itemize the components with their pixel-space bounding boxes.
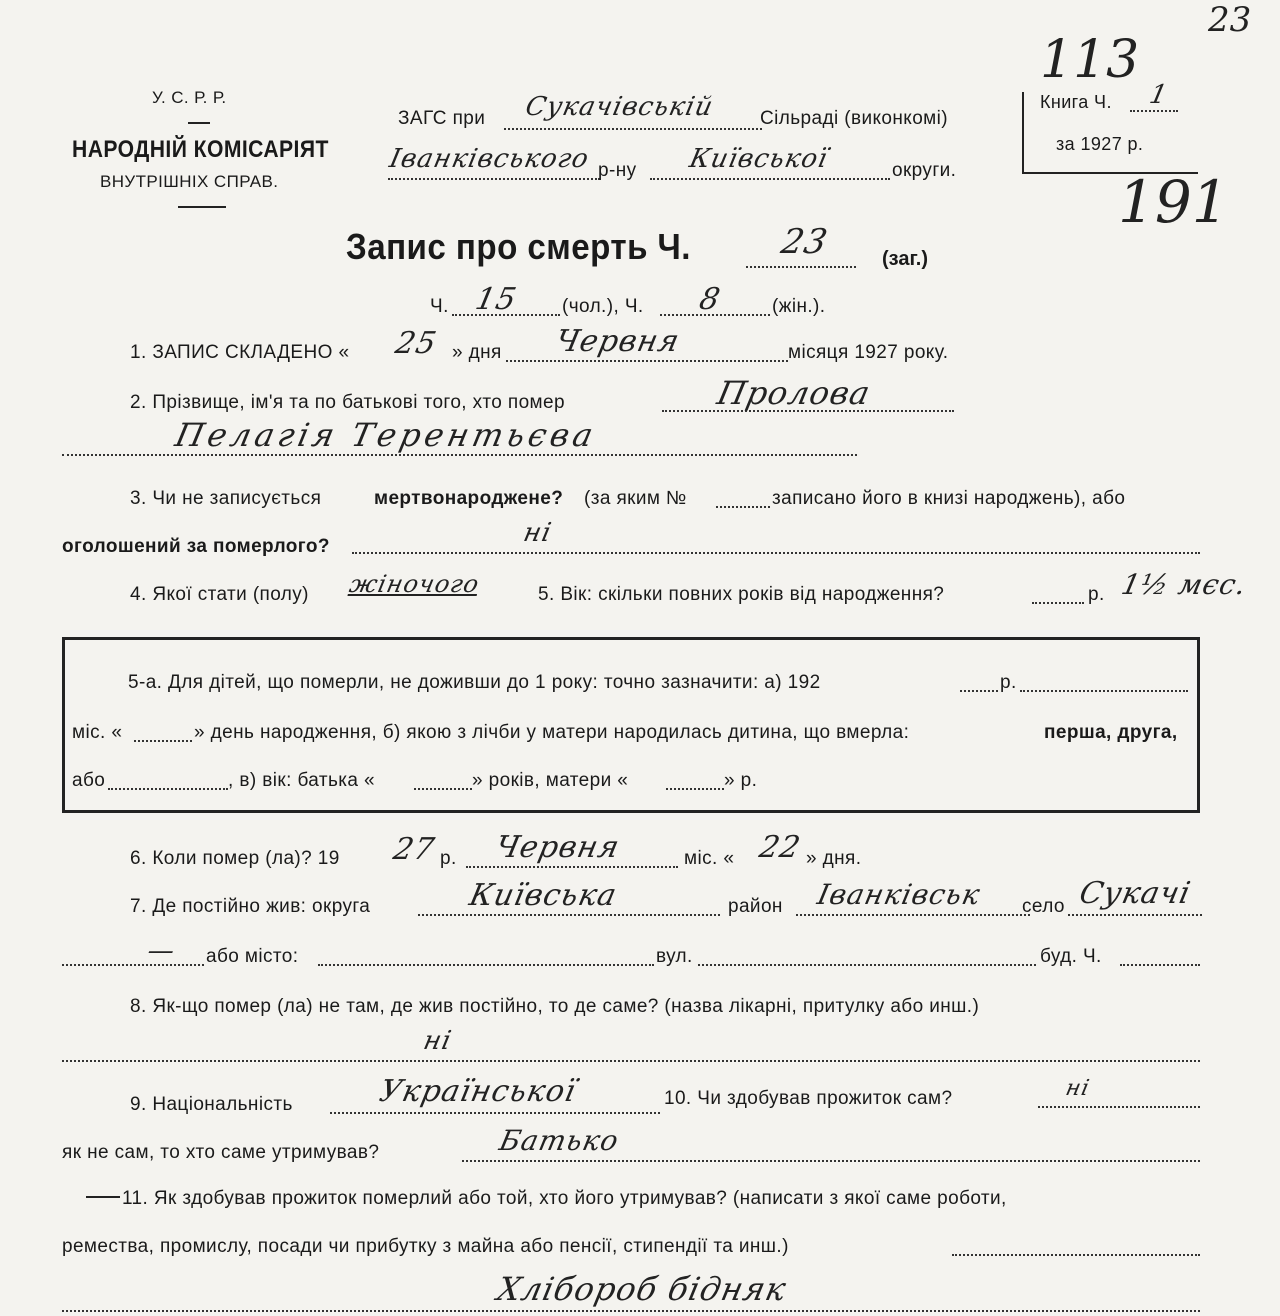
book-box-border xyxy=(1022,92,1024,172)
q7-selo-handwritten: Сукачі xyxy=(1076,876,1195,911)
q6-r: р. xyxy=(440,848,457,869)
q10-supporter-handwritten: Батько xyxy=(496,1124,623,1157)
fill-line xyxy=(1130,110,1178,112)
fill-line xyxy=(1120,964,1200,966)
q7-okruga-handwritten: Київська xyxy=(466,878,621,913)
fill-line xyxy=(418,914,720,916)
q4-age-handwritten: 1½ мєс. xyxy=(1118,568,1250,601)
fill-line xyxy=(330,1112,660,1114)
female-label: (жін.). xyxy=(772,296,826,317)
q7-dash-handwritten: — xyxy=(144,936,179,966)
q3-part1: 3. Чи не записується xyxy=(130,488,322,509)
book-label: Книга Ч. xyxy=(1040,92,1112,112)
record-title: Запис про смерть Ч. xyxy=(346,226,691,267)
fill-line xyxy=(504,128,762,130)
q6-mis: міс. « xyxy=(684,848,735,869)
q1-mid: » дня xyxy=(452,342,502,363)
fill-line xyxy=(952,1254,1200,1256)
divider xyxy=(178,206,226,208)
fill-line xyxy=(134,740,192,742)
q8-label: 8. Як-що помер (ла) не там, де жив постійно, то де саме? (назва лікарні, притулку або инш.) xyxy=(130,996,980,1017)
fill-line xyxy=(462,1160,1200,1162)
fill-line xyxy=(796,914,1030,916)
q5a-line1: 5-а. Для дітей, що померли, не доживши до 1 року: точно зазначити: а) 192 xyxy=(128,672,821,693)
q5a-line3-b: , в) вік: батька « xyxy=(228,770,375,791)
q6-month-handwritten: Червня xyxy=(492,830,623,865)
fill-line xyxy=(650,178,890,180)
q4-r: р. xyxy=(1088,584,1105,605)
q6-label: 6. Коли помер (ла)? 19 xyxy=(130,848,340,869)
q5a-line2-b: » день народження, б) якою з лічби у матери народилась дитина, що вмерла: xyxy=(194,722,910,743)
q2-name-handwritten: Пелагія Терентьєва xyxy=(171,416,601,454)
q4-sex-handwritten: жіночого xyxy=(347,570,483,598)
q2-surname-handwritten: Пролова xyxy=(713,374,875,412)
q8-answer-handwritten: ні xyxy=(420,1026,455,1056)
page-number: 23 xyxy=(1208,0,1252,40)
q5a-line1-end: р. xyxy=(1000,672,1017,693)
q3-answer-handwritten: ні xyxy=(520,518,555,548)
q2-label: 2. Прізвище, ім'я та по батькові того, хто помер xyxy=(130,392,565,413)
q5a-birth-order: перша, друга, xyxy=(1044,722,1178,743)
fill-line xyxy=(62,964,204,966)
book-number-handwritten: 1 xyxy=(1146,80,1171,110)
record-stamp-191: 191 xyxy=(1118,168,1229,236)
department-title: ВНУТРІШНІХ СПРАВ. xyxy=(100,172,279,191)
fill-line xyxy=(1032,602,1084,604)
q10-label: 10. Чи здобував прожиток сам? xyxy=(664,1088,953,1109)
state-header: У. С. Р. Р. xyxy=(152,88,227,107)
q7-raion: район xyxy=(728,896,783,917)
q5a-line3-d: » р. xyxy=(724,770,758,791)
fill-line xyxy=(1068,914,1202,916)
q7-selo: село xyxy=(1022,896,1065,917)
zags-suffix: Сільраді (виконкомі) xyxy=(760,108,948,129)
book-box-border xyxy=(1022,172,1198,174)
q11-answer-handwritten: Хлібороб бідняк xyxy=(493,1270,791,1308)
q11-line1: 11. Як здобував прожиток померлий або той, хто його утримував? (написати з якої саме роботи, xyxy=(122,1188,1007,1209)
q11-line2: ремества, промислу, посади чи прибутку з майна або пенсії, стипендії та инш.) xyxy=(62,1236,789,1257)
village-handwritten: Сукачівській xyxy=(522,92,717,122)
q1-month-handwritten: Червня xyxy=(552,324,683,359)
q10-line2: як не сам, то хто саме утримував? xyxy=(62,1142,380,1163)
q6-year-handwritten: 27 xyxy=(390,832,438,867)
fill-line xyxy=(62,1060,1200,1062)
divider xyxy=(188,122,210,124)
q7-raion-handwritten: Іванківськ xyxy=(814,878,984,911)
q6-day-handwritten: 22 xyxy=(756,830,804,865)
q3-part2: (за яким № xyxy=(584,488,687,509)
q7-vul: вул. xyxy=(656,946,693,967)
fill-line xyxy=(388,178,600,180)
q3-declared-dead: оголошений за померлого? xyxy=(62,536,330,557)
fill-line xyxy=(108,788,228,790)
record-tag: (заг.) xyxy=(882,248,929,270)
q6-dnia: » дня. xyxy=(806,848,862,869)
male-label: (чол.), Ч. xyxy=(562,296,644,317)
count-label: Ч. xyxy=(430,296,449,317)
fill-line xyxy=(698,964,1036,966)
q7-bud: буд. Ч. xyxy=(1040,946,1102,967)
fill-line xyxy=(466,866,678,868)
q7-misto: або місто: xyxy=(206,946,299,967)
fill-line xyxy=(62,1310,1200,1312)
q4-age-label: 5. Вік: скільки повних років від народження? xyxy=(538,584,945,605)
fill-line xyxy=(414,788,472,790)
q5a-line2-a: міс. « xyxy=(72,722,123,743)
margin-stroke xyxy=(86,1196,120,1198)
q3-part3: записано його в книзі народжень), або xyxy=(772,488,1126,509)
q7-label: 7. Де постійно жив: округа xyxy=(130,896,371,917)
q10-answer-handwritten: ні xyxy=(1063,1076,1093,1101)
commissariat-title: НАРОДНІЙ КОМІСАРІЯТ xyxy=(72,136,329,163)
record-number-handwritten: 23 xyxy=(777,222,832,262)
district-handwritten: Іванківського xyxy=(386,144,592,174)
okruga-label: округи. xyxy=(892,160,957,181)
okruga-handwritten: Київської xyxy=(686,144,831,174)
q4-label: 4. Якої стати (полу) xyxy=(130,584,309,605)
fill-line xyxy=(318,964,654,966)
q9-answer-handwritten: Української xyxy=(376,1074,580,1109)
fill-line xyxy=(666,788,724,790)
book-year: за 1927 р. xyxy=(1056,134,1144,154)
q1-suffix: місяця 1927 року. xyxy=(788,342,949,363)
male-count-handwritten: 15 xyxy=(472,282,520,317)
fill-line xyxy=(62,454,857,456)
fill-line xyxy=(1020,690,1188,692)
q5a-line3-a: або xyxy=(72,770,106,791)
q1-day-handwritten: 25 xyxy=(392,326,440,361)
q1-label: 1. ЗАПИС СКЛАДЕНО « xyxy=(130,342,350,363)
fill-line xyxy=(506,360,788,362)
zags-prefix: ЗАГС при xyxy=(398,108,486,129)
female-count-handwritten: 8 xyxy=(696,282,724,317)
fill-line xyxy=(960,690,998,692)
fill-line xyxy=(746,266,856,268)
q3-stillborn: мертвонароджене? xyxy=(374,488,564,509)
fill-line xyxy=(716,506,770,508)
district-label: р-ну xyxy=(598,160,637,181)
record-stamp-113: 113 xyxy=(1040,30,1140,90)
q9-label: 9. Національність xyxy=(130,1094,293,1115)
q5a-line3-c: » років, матери « xyxy=(472,770,629,791)
fill-line xyxy=(1038,1106,1200,1108)
fill-line xyxy=(352,552,1200,554)
